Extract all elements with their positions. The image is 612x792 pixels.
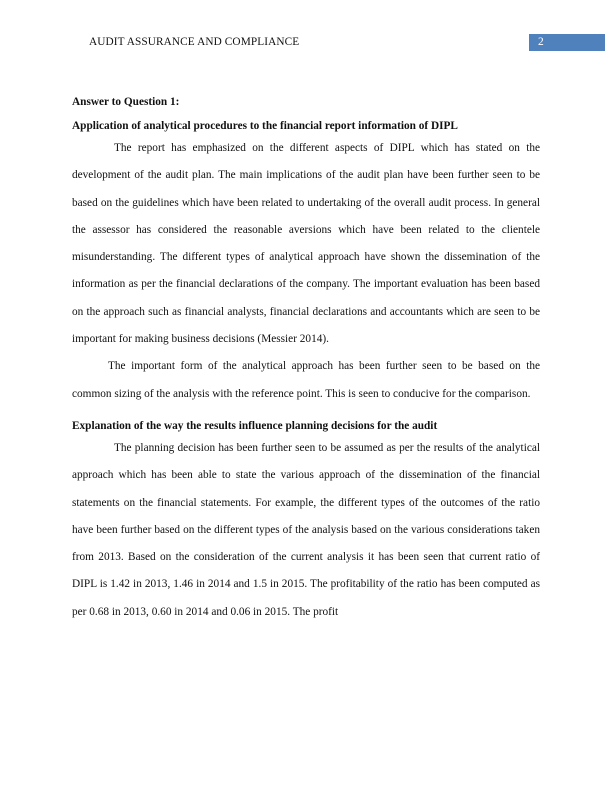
page-number-badge: 2 — [529, 34, 605, 51]
paragraph-common-sizing: The important form of the analytical approach has been further seen to be based on the common sizing of the analysis with the reference point. This is seen to conducive for the comparison. — [72, 360, 540, 400]
section-heading-analytical-procedures: Application of analytical procedures to the financial report information of DIPL — [72, 120, 458, 132]
document-body — [72, 93, 540, 626]
running-header-title: AUDIT ASSURANCE AND COMPLIANCE — [89, 36, 300, 48]
paragraph-planning-decision: The planning decision has been further seen to be assumed as per the results of the analytical approach which has been able to state the various approach of the dissemination of the financial statements on the financial statements. For example, the different types of the outcomes of the ratio have been further based on the different types of the analysis based on the various considerations taken from 2013. Based on the consideration of the current analysis it has been seen that current ratio of DIPL is 1.42 in 2013, 1.46 in 2014 and 1.5 in 2015. The profitability of the ratio has been computed as per 0.68 in 2013, 0.60 in 2014 and 0.06 in 2015. The profit — [72, 441, 540, 618]
section-heading-planning-decisions: Explanation of the way the results influence planning decisions for the audit — [72, 419, 438, 432]
paragraph-report-emphasis: The report has emphasized on the different aspects of DIPL which has stated on the development of the audit plan. The main implications of the audit plan have been further seen to be based on the guidelines which have been related to undertaking of the overall audit process. In general the assessor has considered the reasonable aversions which have been related to the clientele misunderstanding. The different types of analytical approach have shown the dissemination of the information as per the financial declarations of the company. The important evaluation has been based on the approach such as financial analysts, financial declarations and accountants which are seen to be important for making business decisions (Messier 2014). — [72, 142, 540, 346]
question-heading: Answer to Question 1: — [72, 96, 180, 108]
